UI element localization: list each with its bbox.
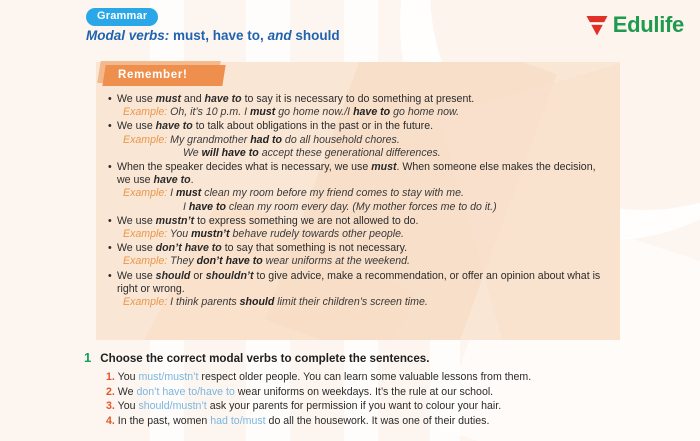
bullet-icon: •: [108, 93, 112, 105]
remember-tab-label: Remember!: [118, 69, 188, 81]
page-title-tail: should: [291, 28, 340, 43]
bullet-icon: •: [108, 161, 112, 174]
exercise-heading: [84, 350, 644, 366]
rule-item: [108, 215, 608, 241]
rule-item: [108, 161, 608, 214]
exercise-number: 1: [84, 350, 92, 365]
question-index: 2.: [106, 385, 115, 398]
rule-text: We use must and have to to say it is necessary to do something at present.: [117, 93, 475, 105]
edulife-logo-text: Edulife: [612, 12, 684, 37]
rule-example: Example: You mustn’t behave rudely towards other people.: [123, 228, 404, 241]
bullet-icon: •: [108, 214, 112, 227]
rule-text: We use mustn’t to express something we are not allowed to do.: [117, 214, 419, 227]
question-text: We don’t have to/have to wear uniforms on weekdays. It’s the rule at our school.: [117, 385, 494, 398]
rule-item: [108, 93, 608, 119]
page-title: [86, 29, 340, 43]
page-title-italic: Modal verbs:: [86, 28, 170, 43]
page-title-and: and: [267, 28, 292, 43]
question-index: 1.: [106, 371, 115, 383]
rule-example: Example: They don’t have to wear uniforms at the weekend.: [123, 255, 410, 268]
rule-text: We use don’t have to to say that something is not necessary.: [117, 242, 408, 255]
question-text: You must/mustn’t respect older people. You can learn some valuable lessons from them.: [117, 371, 532, 383]
rule-text: We use have to to talk about obligations in the past or in the future.: [117, 120, 434, 133]
question-text: You should/mustn’t ask your parents for permission if you want to colour your hair.: [117, 400, 502, 413]
question-index: 4.: [106, 414, 115, 427]
lesson-header: [0, 0, 700, 52]
question-index: 3.: [106, 400, 115, 413]
question-text: In the past, women had to/must do all the housework. It was one of their duties.: [117, 414, 490, 427]
rule-example-continuation: We will have to accept these generational differences.: [183, 146, 441, 159]
bullet-icon: •: [108, 269, 112, 282]
rule-example: Example: I must clean my room before my friend comes to stay with me.: [123, 187, 464, 200]
rule-text: When the speaker decides what is necessary, we use must. When someone else makes the decision, we use have to.: [117, 161, 596, 187]
rule-text: We use should or shouldn’t to give advice, make a recommendation, or offer an opinion about what is right or wrong.: [117, 269, 601, 295]
rule-item: [108, 120, 608, 160]
bullet-icon: •: [108, 120, 112, 133]
exercise-question[interactable]: [106, 399, 644, 414]
rule-example: Example: Oh, it’s 10 p.m. I must go home now./I have to go home now.: [123, 106, 460, 119]
edulife-logo: [584, 12, 684, 38]
rule-example-continuation: I have to clean my room every day. (My mother forces me to do it.): [183, 200, 497, 213]
exercise-section: [84, 350, 644, 428]
exercise-title: Choose the correct modal verbs to complete the sentences.: [100, 352, 430, 365]
edulife-v-mark-icon: [584, 12, 610, 38]
rule-example: Example: My grandmother had to do all household chores.: [123, 133, 400, 146]
bullet-icon: •: [108, 242, 112, 255]
exercise-question-list: [84, 370, 644, 428]
rule-example: Example: I think parents should limit their children’s screen time.: [123, 296, 428, 309]
exercise-question[interactable]: [106, 370, 644, 385]
grammar-badge: Grammar: [86, 8, 158, 26]
rule-item: [108, 270, 608, 310]
page-title-rest: must, have to,: [169, 28, 268, 43]
grammar-rules-list: [108, 93, 608, 310]
exercise-question[interactable]: [106, 414, 644, 429]
exercise-question[interactable]: [106, 385, 644, 400]
rule-item: [108, 242, 608, 268]
